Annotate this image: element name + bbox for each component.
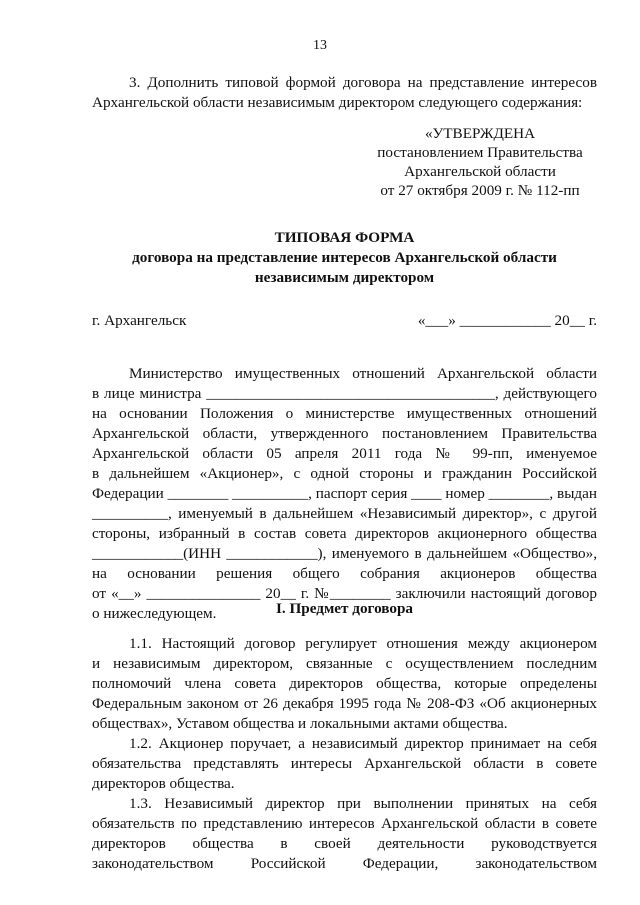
intro-line: 3. Дополнить типовой формой договора на представление интересов: [129, 74, 597, 91]
preamble-line: о нижеследующем.: [92, 605, 217, 622]
page-number: 13: [313, 38, 327, 53]
city-label: г. Архангельск: [92, 312, 187, 329]
preamble-line: Федерации ________ __________, паспорт серия ____ номер ________, выдан: [92, 485, 597, 502]
preamble-line: на основании решения общего собрания акционеров общества: [92, 565, 597, 582]
clause-line: 1.3. Независимый директор при выполнении принятых на себя: [129, 795, 597, 812]
clause-line: законодательством Российской Федерации, законодательством: [92, 855, 597, 872]
approved-line: постановлением Правительства: [377, 144, 583, 161]
clause-line: обязательства представлять интересы Архангельской области в совете: [92, 755, 597, 772]
document-title: [92, 228, 597, 288]
preamble-line: в лице министра ______________________________________, действующего: [92, 385, 597, 402]
title-line: независимым директором: [254, 269, 435, 286]
date-blank: «___» ____________ 20__ г.: [417, 312, 597, 329]
title-line: ТИПОВАЯ ФОРМА: [274, 229, 415, 246]
approved-line: Архангельской области: [404, 163, 556, 180]
section-heading: I. Предмет договора: [275, 600, 414, 617]
preamble-line: от «__» _______________ 20__ г. №________ заключили настоящий договор: [92, 585, 597, 602]
clause-line: 1.1. Настоящий договор регулирует отношения между акционером: [129, 635, 597, 652]
preamble-line: __________, именуемый в дальнейшем «Независимый директор», с другой: [92, 505, 597, 522]
preamble-paragraph: [92, 364, 597, 624]
preamble-line: Архангельской области 05 апреля 2011 года № 99-пп, именуемое: [92, 445, 597, 462]
preamble-line: в дальнейшем «Акционер», с одной стороны и гражданин Российской: [92, 465, 597, 482]
clause-line: полномочий члена совета директоров общества, которые определены: [92, 675, 597, 692]
intro-line: Архангельской области независимым директором следующего содержания:: [92, 94, 583, 111]
approved-line: «УТВЕРЖДЕНА: [424, 125, 536, 142]
clause-line: директоров общества в своей деятельности руководствуется: [92, 835, 597, 852]
title-line: договора на представление интересов Архангельской области: [132, 249, 557, 266]
preamble-line: ____________(ИНН ____________), именуемого в дальнейшем «Общество»,: [92, 545, 597, 562]
preamble-line: Министерство имущественных отношений Архангельской области: [129, 365, 597, 382]
clause-1-1: [92, 634, 597, 734]
intro-paragraph: [92, 73, 597, 113]
clause-line: обществах», Уставом общества и локальными актами общества.: [92, 715, 508, 732]
clause-line: директоров общества.: [92, 775, 235, 792]
preamble-line: Архангельской области, утвержденного постановлением Правительства: [92, 425, 597, 442]
clause-line: обязательств по представлению интересов Архангельской области в совете: [92, 815, 597, 832]
clause-line: и независимым директором, связанные с осуществлением последним: [92, 655, 597, 672]
approval-stamp-text: [360, 124, 600, 200]
clause-1-3: [92, 794, 597, 874]
preamble-line: стороны, избранный в состав совета директоров акционерного общества: [92, 525, 597, 542]
preamble-line: на основании Положения о министерстве имущественных отношений: [92, 405, 597, 422]
clause-line: Федеральным законом от 26 декабря 1995 года № 208-ФЗ «Об акционерных: [92, 695, 597, 712]
approved-line: от 27 октября 2009 г. № 112-пп: [380, 182, 580, 199]
clause-1-2: [92, 734, 597, 794]
clause-line: 1.2. Акционер поручает, а независимый директор принимает на себя: [129, 735, 597, 752]
